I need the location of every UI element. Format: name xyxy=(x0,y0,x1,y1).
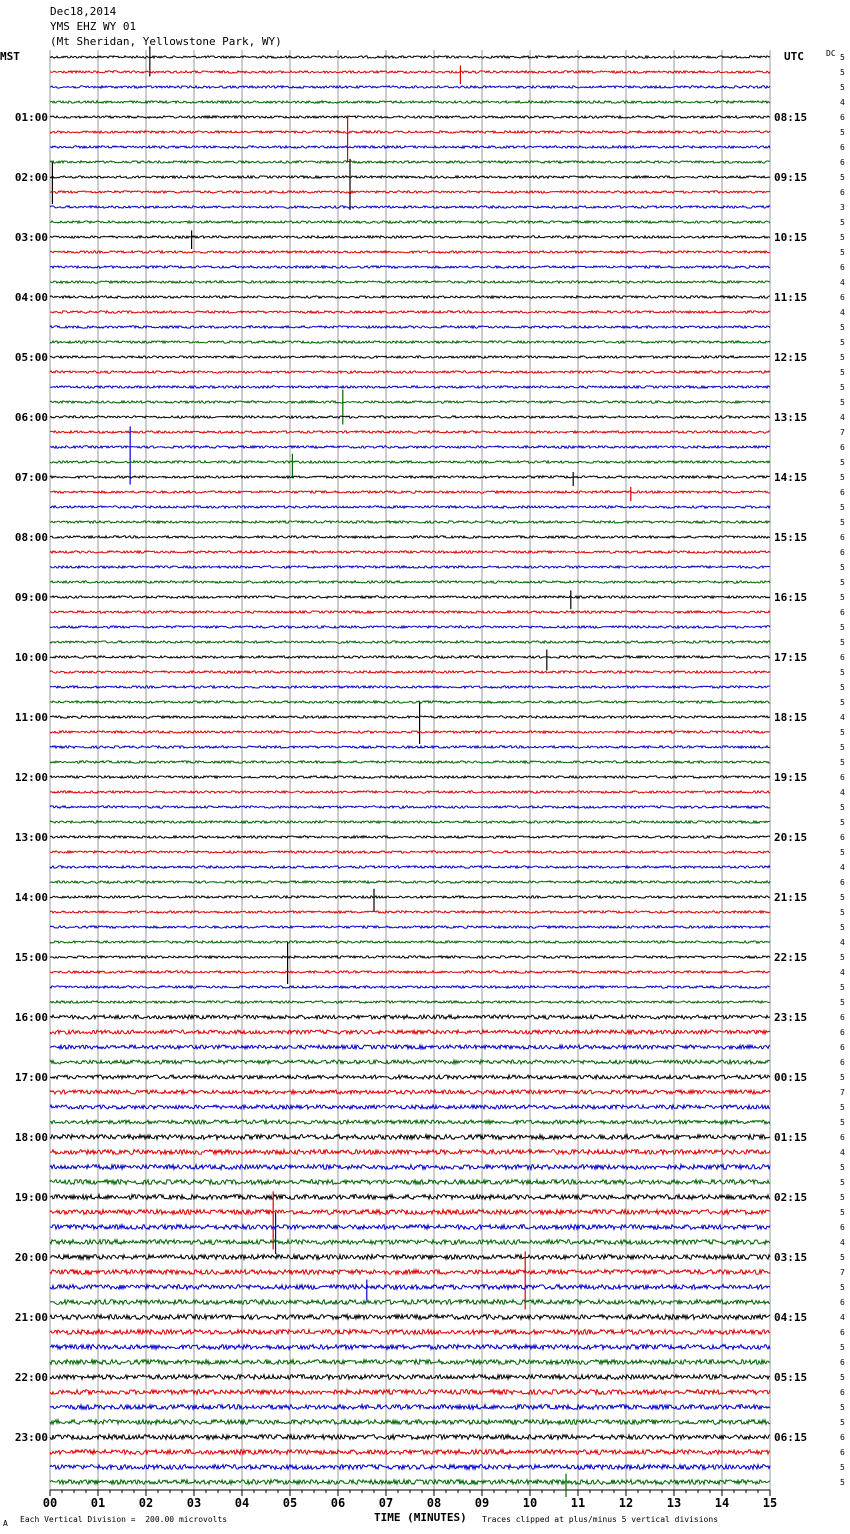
dc-value: 6 xyxy=(840,653,845,662)
dc-value: 4 xyxy=(840,1238,845,1247)
right-hour-label: 23:15 xyxy=(774,1011,808,1024)
header-station: YMS EHZ WY 01 xyxy=(50,20,137,33)
trace-group xyxy=(50,46,770,1497)
right-hour-label: 17:15 xyxy=(774,651,808,664)
trace-1 xyxy=(50,71,770,73)
trace-50 xyxy=(50,806,770,808)
trace-12 xyxy=(50,236,770,238)
trace-34 xyxy=(50,566,770,568)
left-hour-label: 19:00 xyxy=(14,1191,48,1204)
x-tick-label: 04 xyxy=(234,1496,250,1510)
trace-83 xyxy=(50,1300,770,1305)
trace-2 xyxy=(50,86,770,88)
trace-24 xyxy=(50,416,770,418)
dc-value: 5 xyxy=(840,1163,845,1172)
dc-value: 6 xyxy=(840,113,845,122)
right-hour-label: 16:15 xyxy=(774,591,808,604)
trace-64 xyxy=(50,1015,770,1019)
dc-value: 6 xyxy=(840,773,845,782)
dc-value: 5 xyxy=(840,848,845,857)
dc-value: 6 xyxy=(840,1433,845,1442)
dc-value: 5 xyxy=(840,638,845,647)
left-hour-label: 16:00 xyxy=(14,1011,48,1024)
trace-51 xyxy=(50,821,770,823)
right-hour-label: 20:15 xyxy=(774,831,808,844)
trace-42 xyxy=(50,686,770,688)
trace-84 xyxy=(50,1315,770,1320)
dc-value: 4 xyxy=(840,1313,845,1322)
dc-value: 6 xyxy=(840,263,845,272)
right-hour-label: 06:15 xyxy=(774,1431,808,1444)
left-hour-label: 06:00 xyxy=(14,411,48,424)
dc-value: 7 xyxy=(840,1268,845,1277)
left-hour-label: 20:00 xyxy=(14,1251,48,1264)
trace-80 xyxy=(50,1255,770,1260)
trace-32 xyxy=(50,536,770,538)
dc-value: 6 xyxy=(840,1043,845,1052)
trace-85 xyxy=(50,1330,770,1335)
trace-15 xyxy=(50,281,770,283)
right-hour-label: 19:15 xyxy=(774,771,808,784)
trace-33 xyxy=(50,551,770,553)
dc-value: 6 xyxy=(840,143,845,152)
dc-label: DC xyxy=(826,49,836,58)
dc-value: 5 xyxy=(840,518,845,527)
trace-53 xyxy=(50,851,770,853)
dc-value: 6 xyxy=(840,1298,845,1307)
trace-87 xyxy=(50,1360,770,1365)
trace-4 xyxy=(50,116,770,118)
dc-value: 5 xyxy=(840,1178,845,1187)
left-hour-label: 11:00 xyxy=(14,711,48,724)
dc-value: 4 xyxy=(840,1148,845,1157)
trace-18 xyxy=(50,326,770,328)
trace-20 xyxy=(50,356,770,358)
right-hour-label: 21:15 xyxy=(774,891,808,904)
trace-63 xyxy=(50,1001,770,1003)
trace-39 xyxy=(50,641,770,643)
left-hour-label: 02:00 xyxy=(14,171,48,184)
dc-value: 5 xyxy=(840,908,845,917)
right-hour-label: 02:15 xyxy=(774,1191,808,1204)
dc-value: 5 xyxy=(840,83,845,92)
dc-value: 5 xyxy=(840,503,845,512)
dc-value: 5 xyxy=(840,953,845,962)
trace-79 xyxy=(50,1240,770,1245)
dc-value: 6 xyxy=(840,188,845,197)
x-tick-label: 10 xyxy=(522,1496,538,1510)
trace-21 xyxy=(50,371,770,373)
trace-90 xyxy=(50,1405,770,1410)
trace-73 xyxy=(50,1150,770,1155)
dc-value: 5 xyxy=(840,1283,845,1292)
x-tick-label: 09 xyxy=(474,1496,490,1510)
dc-value: 6 xyxy=(840,1058,845,1067)
dc-value: 3 xyxy=(840,203,845,212)
dc-value: 5 xyxy=(840,53,845,62)
x-tick-label: 07 xyxy=(378,1496,394,1510)
right-hour-label: 22:15 xyxy=(774,951,808,964)
trace-62 xyxy=(50,986,770,988)
trace-22 xyxy=(50,386,770,388)
dc-value: 5 xyxy=(840,623,845,632)
trace-68 xyxy=(50,1075,770,1079)
dc-value: 4 xyxy=(840,788,845,797)
dc-value: 5 xyxy=(840,743,845,752)
right-hour-label: 04:15 xyxy=(774,1311,808,1324)
left-hour-label: 12:00 xyxy=(14,771,48,784)
dc-value: 6 xyxy=(840,878,845,887)
dc-value: 6 xyxy=(840,158,845,167)
trace-89 xyxy=(50,1390,770,1395)
dc-value: 5 xyxy=(840,173,845,182)
right-hour-label: 05:15 xyxy=(774,1371,808,1384)
trace-31 xyxy=(50,521,770,523)
trace-46 xyxy=(50,746,770,748)
axis-labels xyxy=(15,53,845,1510)
right-hour-label: 03:15 xyxy=(774,1251,808,1264)
trace-7 xyxy=(50,161,770,163)
x-tick-label: 13 xyxy=(666,1496,682,1510)
right-hour-label: 18:15 xyxy=(774,711,808,724)
dc-value: 5 xyxy=(840,473,845,482)
dc-value: 7 xyxy=(840,428,845,437)
dc-value: 5 xyxy=(840,1208,845,1217)
trace-95 xyxy=(50,1480,770,1485)
x-tick-label: 06 xyxy=(330,1496,346,1510)
dc-value: 5 xyxy=(840,563,845,572)
trace-17 xyxy=(50,311,770,313)
trace-57 xyxy=(50,911,770,913)
right-hour-label: 10:15 xyxy=(774,231,808,244)
dc-value: 6 xyxy=(840,1013,845,1022)
trace-72 xyxy=(50,1135,770,1140)
left-hour-label: 13:00 xyxy=(14,831,48,844)
left-timezone-label: MST xyxy=(0,50,20,63)
trace-25 xyxy=(50,431,770,433)
left-hour-label: 18:00 xyxy=(14,1131,48,1144)
dc-value: 4 xyxy=(840,863,845,872)
trace-14 xyxy=(50,266,770,268)
left-hour-label: 09:00 xyxy=(14,591,48,604)
left-hour-label: 21:00 xyxy=(14,1311,48,1324)
trace-65 xyxy=(50,1030,770,1034)
header-date: Dec18,2014 xyxy=(50,5,117,18)
trace-61 xyxy=(50,971,770,973)
x-tick-label: 02 xyxy=(138,1496,154,1510)
trace-52 xyxy=(50,836,770,838)
trace-0 xyxy=(50,56,770,58)
trace-78 xyxy=(50,1225,770,1230)
dc-value: 5 xyxy=(840,248,845,257)
trace-27 xyxy=(50,461,770,463)
dc-value: 5 xyxy=(840,368,845,377)
dc-value: 5 xyxy=(840,338,845,347)
dc-value: 5 xyxy=(840,998,845,1007)
trace-29 xyxy=(50,491,770,493)
dc-value: 5 xyxy=(840,1403,845,1412)
dc-value: 5 xyxy=(840,68,845,77)
dc-value: 5 xyxy=(840,698,845,707)
trace-92 xyxy=(50,1435,770,1440)
dc-value: 5 xyxy=(840,1463,845,1472)
dc-value: 4 xyxy=(840,413,845,422)
trace-81 xyxy=(50,1270,770,1275)
dc-value: 5 xyxy=(840,1478,845,1487)
x-tick-label: 01 xyxy=(90,1496,106,1510)
left-hour-label: 22:00 xyxy=(14,1371,48,1384)
left-hour-label: 03:00 xyxy=(14,231,48,244)
trace-11 xyxy=(50,221,770,223)
dc-value: 6 xyxy=(840,443,845,452)
dc-value: 6 xyxy=(840,608,845,617)
dc-value: 4 xyxy=(840,968,845,977)
x-tick-label: 05 xyxy=(282,1496,298,1510)
dc-value: 5 xyxy=(840,1343,845,1352)
trace-37 xyxy=(50,611,770,613)
left-hour-label: 14:00 xyxy=(14,891,48,904)
scale-note: Each Vertical Division = 200.00 microvolts xyxy=(20,1515,228,1524)
dc-value: 5 xyxy=(840,758,845,767)
dc-value: 5 xyxy=(840,1073,845,1082)
header-location: (Mt Sheridan, Yellowstone Park, WY) xyxy=(50,35,282,48)
dc-value: 5 xyxy=(840,1103,845,1112)
trace-35 xyxy=(50,581,770,583)
trace-8 xyxy=(50,176,770,178)
trace-66 xyxy=(50,1045,770,1049)
trace-9 xyxy=(50,191,770,193)
trace-30 xyxy=(50,506,770,508)
dc-value: 6 xyxy=(840,533,845,542)
dc-value: 5 xyxy=(840,218,845,227)
x-tick-label: 14 xyxy=(714,1496,730,1510)
dc-value: 5 xyxy=(840,1373,845,1382)
right-hour-label: 09:15 xyxy=(774,171,808,184)
dc-value: 6 xyxy=(840,1358,845,1367)
trace-41 xyxy=(50,671,770,673)
dc-value: 6 xyxy=(840,1028,845,1037)
x-tick-label: 12 xyxy=(618,1496,634,1510)
dc-value: 6 xyxy=(840,488,845,497)
right-hour-label: 01:15 xyxy=(774,1131,808,1144)
trace-5 xyxy=(50,131,770,133)
left-hour-label: 01:00 xyxy=(14,111,48,124)
dc-value: 5 xyxy=(840,893,845,902)
trace-43 xyxy=(50,701,770,703)
x-axis-title: TIME (MINUTES) xyxy=(374,1511,467,1524)
trace-38 xyxy=(50,626,770,628)
dc-value: 5 xyxy=(840,353,845,362)
right-hour-label: 13:15 xyxy=(774,411,808,424)
left-hour-label: 05:00 xyxy=(14,351,48,364)
dc-value: 4 xyxy=(840,938,845,947)
right-hour-label: 14:15 xyxy=(774,471,808,484)
trace-16 xyxy=(50,296,770,298)
dc-value: 6 xyxy=(840,1133,845,1142)
trace-93 xyxy=(50,1450,770,1455)
trace-19 xyxy=(50,341,770,343)
dc-value: 5 xyxy=(840,728,845,737)
dc-value: 5 xyxy=(840,803,845,812)
dc-value: 6 xyxy=(840,293,845,302)
trace-40 xyxy=(50,656,770,658)
right-hour-label: 12:15 xyxy=(774,351,808,364)
trace-23 xyxy=(50,401,770,403)
trace-86 xyxy=(50,1345,770,1350)
dc-value: 5 xyxy=(840,233,845,242)
left-hour-label: 10:00 xyxy=(14,651,48,664)
left-hour-label: 04:00 xyxy=(14,291,48,304)
trace-58 xyxy=(50,926,770,928)
dc-value: 5 xyxy=(840,398,845,407)
corner-mark: A xyxy=(3,1519,8,1528)
dc-value: 5 xyxy=(840,983,845,992)
trace-26 xyxy=(50,446,770,448)
dc-value: 5 xyxy=(840,593,845,602)
dc-value: 6 xyxy=(840,1448,845,1457)
right-hour-label: 00:15 xyxy=(774,1071,808,1084)
dc-value: 6 xyxy=(840,833,845,842)
trace-74 xyxy=(50,1165,770,1170)
clip-note: Traces clipped at plus/minus 5 vertical divisions xyxy=(482,1515,719,1524)
trace-71 xyxy=(50,1120,770,1124)
trace-82 xyxy=(50,1285,770,1290)
trace-10 xyxy=(50,206,770,208)
dc-value: 5 xyxy=(840,578,845,587)
dc-value: 5 xyxy=(840,668,845,677)
dc-value: 4 xyxy=(840,98,845,107)
dc-value: 5 xyxy=(840,1418,845,1427)
x-tick-label: 11 xyxy=(570,1496,586,1510)
trace-67 xyxy=(50,1060,770,1064)
right-hour-label: 15:15 xyxy=(774,531,808,544)
trace-75 xyxy=(50,1180,770,1185)
trace-94 xyxy=(50,1465,770,1470)
dc-value: 4 xyxy=(840,278,845,287)
trace-91 xyxy=(50,1420,770,1425)
trace-54 xyxy=(50,866,770,868)
dc-value: 5 xyxy=(840,1118,845,1127)
trace-88 xyxy=(50,1375,770,1380)
left-hour-label: 08:00 xyxy=(14,531,48,544)
dc-value: 5 xyxy=(840,1253,845,1262)
left-hour-label: 07:00 xyxy=(14,471,48,484)
dc-value: 5 xyxy=(840,128,845,137)
right-hour-label: 08:15 xyxy=(774,111,808,124)
trace-59 xyxy=(50,941,770,943)
trace-44 xyxy=(50,716,770,718)
dc-value: 5 xyxy=(840,323,845,332)
dc-value: 5 xyxy=(840,818,845,827)
left-hour-label: 17:00 xyxy=(14,1071,48,1084)
trace-3 xyxy=(50,101,770,103)
trace-77 xyxy=(50,1210,770,1215)
dc-value: 4 xyxy=(840,713,845,722)
trace-28 xyxy=(50,476,770,478)
left-hour-label: 23:00 xyxy=(14,1431,48,1444)
dc-value: 6 xyxy=(840,548,845,557)
trace-76 xyxy=(50,1195,770,1200)
trace-56 xyxy=(50,896,770,898)
dc-value: 6 xyxy=(840,1328,845,1337)
right-hour-label: 11:15 xyxy=(774,291,808,304)
x-tick-label: 15 xyxy=(762,1496,778,1510)
dc-value: 6 xyxy=(840,1388,845,1397)
trace-60 xyxy=(50,956,770,958)
trace-47 xyxy=(50,761,770,763)
dc-value: 5 xyxy=(840,1193,845,1202)
x-tick-label: 03 xyxy=(186,1496,202,1510)
trace-48 xyxy=(50,776,770,778)
right-timezone-label: UTC xyxy=(784,50,804,63)
dc-value: 5 xyxy=(840,458,845,467)
dc-value: 5 xyxy=(840,683,845,692)
dc-value: 5 xyxy=(840,383,845,392)
x-tick-label: 00 xyxy=(42,1496,58,1510)
trace-36 xyxy=(50,596,770,598)
dc-value: 5 xyxy=(840,923,845,932)
dc-value: 6 xyxy=(840,1223,845,1232)
trace-70 xyxy=(50,1105,770,1109)
left-hour-label: 15:00 xyxy=(14,951,48,964)
trace-6 xyxy=(50,146,770,148)
dc-value: 7 xyxy=(840,1088,845,1097)
trace-49 xyxy=(50,791,770,793)
x-tick-label: 08 xyxy=(426,1496,442,1510)
trace-45 xyxy=(50,731,770,733)
dc-value: 4 xyxy=(840,308,845,317)
trace-13 xyxy=(50,251,770,253)
trace-69 xyxy=(50,1090,770,1094)
trace-55 xyxy=(50,881,770,883)
